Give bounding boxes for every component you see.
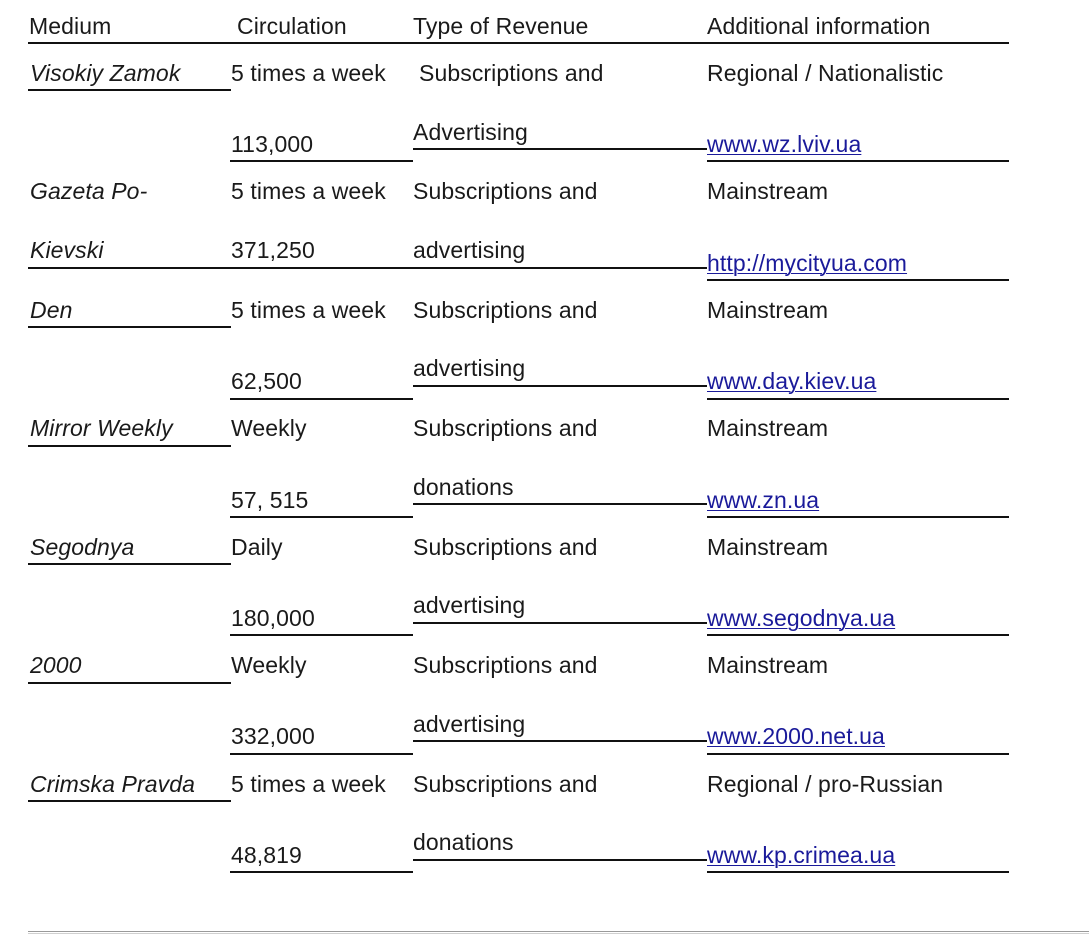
header-circulation: Circulation <box>237 13 347 39</box>
frequency: Weekly <box>231 652 307 678</box>
frequency: 5 times a week <box>231 771 386 797</box>
frequency: Daily <box>231 534 283 560</box>
circulation-value: 48,819 <box>231 842 302 868</box>
medium-name: Visokiy Zamok <box>30 60 181 86</box>
revenue-rule <box>413 503 707 505</box>
frequency: Weekly <box>231 415 307 441</box>
revenue-rule <box>413 148 707 150</box>
revenue-rule <box>413 385 707 387</box>
header-rule <box>28 42 1009 44</box>
info-rule <box>707 398 1009 400</box>
orientation: Mainstream <box>707 178 829 204</box>
circulation-rule <box>230 516 413 518</box>
medium-rule <box>28 445 231 447</box>
revenue-line-2: advertising <box>413 711 526 737</box>
header-medium: Medium <box>29 13 112 39</box>
orientation: Mainstream <box>707 297 829 323</box>
row-rule <box>28 267 707 269</box>
circulation-value: 180,000 <box>231 605 315 631</box>
orientation: Regional / pro-Russian <box>707 771 944 797</box>
website-link[interactable]: http://mycityua.com <box>707 250 908 276</box>
frequency: 5 times a week <box>231 178 386 204</box>
info-rule <box>707 160 1009 162</box>
website-link[interactable]: www.zn.ua <box>707 487 820 513</box>
revenue-line-2: advertising <box>413 355 526 381</box>
revenue-rule <box>413 859 707 861</box>
circulation-rule <box>230 634 413 636</box>
website-link[interactable]: www.wz.lviv.ua <box>707 131 862 157</box>
info-rule <box>707 279 1009 281</box>
frequency: 5 times a week <box>231 60 386 86</box>
orientation: Mainstream <box>707 652 829 678</box>
revenue-line-1: Subscriptions and <box>413 534 598 560</box>
circulation-value: 332,000 <box>231 723 315 749</box>
revenue-rule <box>413 740 707 742</box>
medium-name: Mirror Weekly <box>30 415 173 441</box>
medium-rule <box>28 800 231 802</box>
revenue-line-2: donations <box>413 474 514 500</box>
website-link[interactable]: www.segodnya.ua <box>707 605 896 631</box>
revenue-line-2: donations <box>413 829 514 855</box>
circulation-value: 113,000 <box>231 131 314 157</box>
circulation-value: 62,500 <box>231 368 302 394</box>
revenue-rule <box>413 622 707 624</box>
circulation-value: 371,250 <box>231 237 315 263</box>
medium-rule <box>28 326 231 328</box>
revenue-line-2: advertising <box>413 237 526 263</box>
medium-rule <box>28 89 231 91</box>
info-rule <box>707 634 1009 636</box>
circulation-rule <box>230 753 413 755</box>
medium-name-line-2: Kievski <box>30 237 104 263</box>
revenue-line-2: advertising <box>413 592 526 618</box>
revenue-line-1: Subscriptions and <box>419 60 604 86</box>
revenue-line-1: Subscriptions and <box>413 771 598 797</box>
orientation: Mainstream <box>707 415 829 441</box>
medium-name: Segodnya <box>30 534 135 560</box>
medium-name: 2000 <box>30 652 82 678</box>
info-rule <box>707 871 1009 873</box>
medium-name: Crimska Pravda <box>30 771 195 797</box>
website-link[interactable]: www.day.kiev.ua <box>707 368 877 394</box>
header-additional-information: Additional information <box>707 13 931 39</box>
frequency: 5 times a week <box>231 297 386 323</box>
website-link[interactable]: www.2000.net.ua <box>707 723 885 749</box>
revenue-line-1: Subscriptions and <box>413 297 598 323</box>
footer-separator <box>28 931 1089 932</box>
medium-name: Gazeta Po- <box>30 178 148 204</box>
circulation-rule <box>230 871 413 873</box>
circulation-value: 57, 515 <box>231 487 309 513</box>
info-rule <box>707 753 1009 755</box>
medium-name: Den <box>30 297 73 323</box>
orientation: Mainstream <box>707 534 829 560</box>
circulation-rule <box>230 160 413 162</box>
revenue-line-1: Subscriptions and <box>413 652 598 678</box>
revenue-line-1: Subscriptions and <box>413 178 598 204</box>
circulation-rule <box>230 398 413 400</box>
info-rule <box>707 516 1009 518</box>
revenue-line-1: Subscriptions and <box>413 415 598 441</box>
footer-separator-shadow <box>28 933 1089 934</box>
medium-rule <box>28 563 231 565</box>
website-link[interactable]: www.kp.crimea.ua <box>707 842 896 868</box>
header-type-of-revenue: Type of Revenue <box>413 13 589 39</box>
medium-rule <box>28 682 231 684</box>
revenue-line-2: Advertising <box>413 119 528 145</box>
orientation: Regional / Nationalistic <box>707 60 944 86</box>
